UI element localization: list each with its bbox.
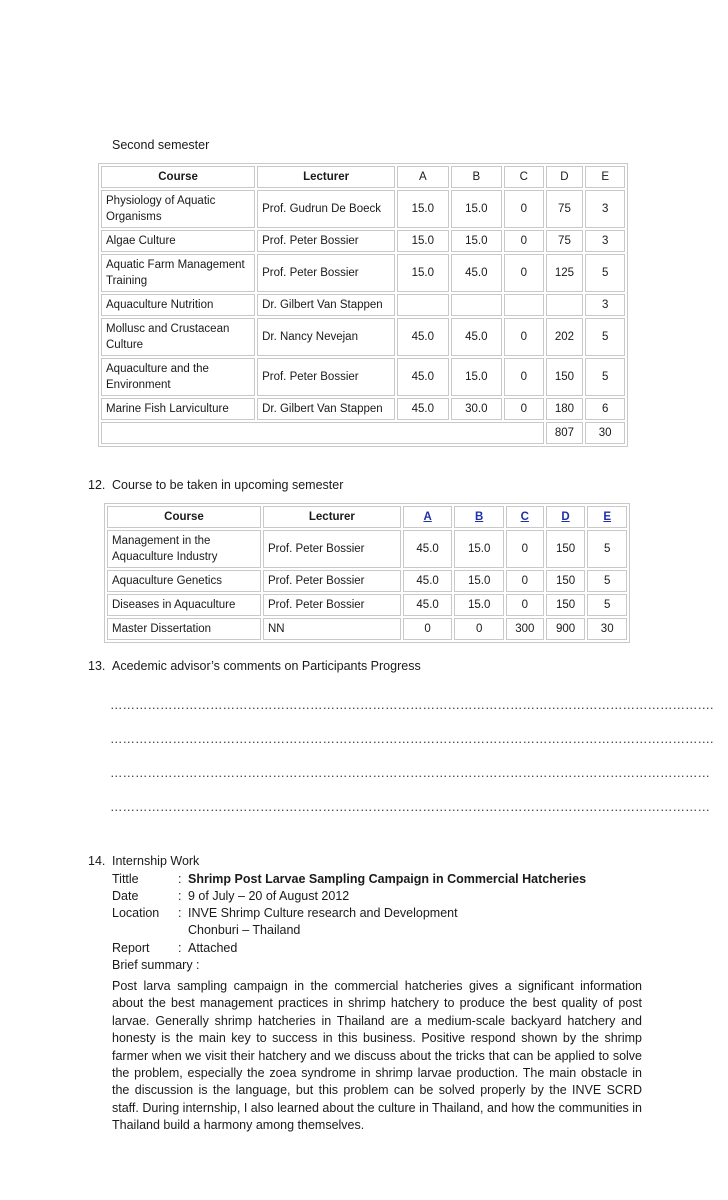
comment-line[interactable]: ………………………………………………………………………………………………………………………………. (110, 732, 714, 746)
value-cell: 15.0 (454, 594, 504, 616)
value-cell: 15.0 (451, 190, 503, 228)
value-cell: 0 (504, 190, 543, 228)
value-cell: 5 (587, 570, 627, 592)
upcoming-semester-table (104, 503, 630, 643)
table-row (101, 254, 625, 292)
value-cell: 3 (585, 190, 625, 228)
value-cell: 0 (504, 254, 543, 292)
section-13-heading (88, 659, 421, 673)
table-row (101, 294, 625, 316)
lecturer-cell: NN (263, 618, 401, 640)
value-cell: 0 (506, 594, 544, 616)
course-cell: Aquaculture Genetics (107, 570, 261, 592)
value-cell: 30 (587, 618, 627, 640)
brief-summary-text: Post larva sampling campaign in the commercial hatcheries gives a significant information about the best management practices in shrimp hatchery to produce the best quality of post larvae. Generally shrimp hatcheries in Thailand are a medium-scale backyard hatchery and honesty is the main key to success in this business. Positive respond shown by the shrimp farmer when we visit their hatchery and we discuss about the tricks that can be applied to solve the problem, especially the zoea syndrome in shrimp larvae production. The main obstacle in the discussion is the language, but this problem can be solved properly by the INVE SCRD staff. During internship, I also learned about the culture in Thailand, and how the communities in Thailand build a harmony among themselves. (112, 979, 642, 1133)
location-row: Location : INVE Shrimp Culture research and Development (112, 906, 458, 920)
header-lecturer: Lecturer (257, 166, 395, 188)
table-row (101, 398, 625, 420)
header-a-link[interactable]: A (403, 506, 453, 528)
value-cell: 15.0 (397, 230, 449, 252)
value-cell: 125 (546, 254, 584, 292)
lecturer-cell: Prof. Peter Bossier (263, 594, 401, 616)
total-spacer (101, 422, 544, 444)
value-cell: 150 (546, 358, 584, 396)
value-cell: 15.0 (454, 530, 504, 568)
report-value: Attached (188, 941, 238, 955)
value-cell: 45.0 (397, 358, 449, 396)
value-cell: 0 (403, 618, 453, 640)
value-cell: 45.0 (397, 398, 449, 420)
section-number: 12. (88, 478, 106, 492)
value-cell: 150 (546, 594, 586, 616)
course-cell: Master Dissertation (107, 618, 261, 640)
lecturer-cell: Prof. Peter Bossier (257, 358, 395, 396)
report-row: Report : Attached (112, 941, 238, 955)
value-cell: 30.0 (451, 398, 503, 420)
value-cell: 0 (504, 318, 543, 356)
value-cell: 5 (585, 254, 625, 292)
second-semester-table (98, 163, 628, 447)
date-value: 9 of July – 20 of August 2012 (188, 889, 350, 903)
value-cell (451, 294, 503, 316)
location-row-2: Chonburi – Thailand (188, 923, 301, 937)
section-14-heading (88, 854, 199, 868)
header-c-link[interactable]: C (506, 506, 544, 528)
lecturer-cell: Prof. Peter Bossier (263, 570, 401, 592)
value-cell: 75 (546, 190, 584, 228)
value-cell: 5 (585, 318, 625, 356)
brief-summary-label: Brief summary : (112, 958, 200, 972)
value-cell: 15.0 (451, 358, 503, 396)
value-cell: 5 (585, 358, 625, 396)
date-label: Date (112, 889, 139, 903)
value-cell: 202 (546, 318, 584, 356)
value-cell: 3 (585, 294, 625, 316)
value-cell: 900 (546, 618, 586, 640)
header-course: Course (107, 506, 261, 528)
section-number: 13. (88, 659, 106, 673)
header-c: C (504, 166, 543, 188)
value-cell: 15.0 (451, 230, 503, 252)
course-cell: Marine Fish Larviculture (101, 398, 255, 420)
section-title: Course to be taken in upcoming semester (112, 478, 344, 492)
value-cell: 0 (506, 530, 544, 568)
value-cell: 0 (504, 358, 543, 396)
value-cell: 0 (504, 398, 543, 420)
course-cell: Diseases in Aquaculture (107, 594, 261, 616)
value-cell: 45.0 (451, 254, 503, 292)
table-row (101, 318, 625, 356)
total-e: 30 (585, 422, 625, 444)
table-row (101, 358, 625, 396)
header-d-link[interactable]: D (546, 506, 586, 528)
report-label: Report (112, 941, 150, 955)
value-cell: 150 (546, 530, 586, 568)
lecturer-cell: Dr. Gilbert Van Stappen (257, 398, 395, 420)
value-cell: 0 (506, 570, 544, 592)
value-cell: 5 (587, 530, 627, 568)
value-cell: 45.0 (403, 594, 453, 616)
comment-line[interactable]: ……………………………………………………………………………………………………………………………… (110, 766, 710, 780)
value-cell: 5 (587, 594, 627, 616)
table-row (107, 570, 627, 592)
header-b-link[interactable]: B (454, 506, 504, 528)
location-value: INVE Shrimp Culture research and Development (188, 906, 458, 920)
tittle-value: Shrimp Post Larvae Sampling Campaign in Commercial Hatcheries (188, 872, 587, 886)
lecturer-cell: Prof. Peter Bossier (257, 230, 395, 252)
value-cell: 45.0 (403, 570, 453, 592)
course-cell: Mollusc and Crustacean Culture (101, 318, 255, 356)
course-cell: Aquaculture Nutrition (101, 294, 255, 316)
tittle-row: Tittle : Shrimp Post Larvae Sampling Campaign in Commercial Hatcheries (112, 872, 587, 886)
value-cell: 3 (585, 230, 625, 252)
value-cell: 15.0 (397, 190, 449, 228)
header-e: E (585, 166, 625, 188)
section-title: Internship Work (112, 854, 200, 868)
value-cell: 15.0 (454, 570, 504, 592)
lecturer-cell: Prof. Gudrun De Boeck (257, 190, 395, 228)
value-cell: 45.0 (403, 530, 453, 568)
total-d: 807 (546, 422, 584, 444)
section-number: 14. (88, 854, 106, 868)
value-cell (546, 294, 584, 316)
header-lecturer: Lecturer (263, 506, 401, 528)
course-cell: Aquatic Farm Management Training (101, 254, 255, 292)
course-cell: Physiology of Aquatic Organisms (101, 190, 255, 228)
header-d: D (546, 166, 584, 188)
table-row (107, 594, 627, 616)
header-e-link[interactable]: E (587, 506, 627, 528)
value-cell: 150 (546, 570, 586, 592)
value-cell: 45.0 (451, 318, 503, 356)
section-12-heading (88, 478, 343, 492)
table-row (107, 618, 627, 640)
header-course: Course (101, 166, 255, 188)
value-cell: 15.0 (397, 254, 449, 292)
lecturer-cell: Prof. Peter Bossier (257, 254, 395, 292)
total-row (101, 422, 625, 444)
value-cell: 0 (504, 230, 543, 252)
lecturer-cell: Dr. Gilbert Van Stappen (257, 294, 395, 316)
value-cell: 45.0 (397, 318, 449, 356)
date-row: Date : 9 of July – 20 of August 2012 (112, 889, 350, 903)
table-row (107, 530, 627, 568)
second-semester-title: Second semester (112, 138, 210, 152)
comment-line[interactable]: ……………………………………………………………………………………………………………………………… (110, 800, 710, 814)
value-cell: 180 (546, 398, 584, 420)
comment-line[interactable]: ………………………………………………………………………………………………………………………………. (110, 698, 714, 712)
value-cell: 300 (506, 618, 544, 640)
value-cell: 6 (585, 398, 625, 420)
table-row (101, 230, 625, 252)
course-cell: Management in the Aquaculture Industry (107, 530, 261, 568)
location-label: Location (112, 906, 160, 920)
header-a: A (397, 166, 449, 188)
course-cell: Algae Culture (101, 230, 255, 252)
lecturer-cell: Prof. Peter Bossier (263, 530, 401, 568)
lecturer-cell: Dr. Nancy Nevejan (257, 318, 395, 356)
header-b: B (451, 166, 503, 188)
value-cell (504, 294, 543, 316)
tittle-label: Tittle (112, 872, 139, 886)
section-title: Acedemic advisor’s comments on Participants Progress (112, 659, 421, 673)
course-cell: Aquaculture and the Environment (101, 358, 255, 396)
value-cell: 75 (546, 230, 584, 252)
table-row (101, 190, 625, 228)
value-cell: 0 (454, 618, 504, 640)
value-cell (397, 294, 449, 316)
